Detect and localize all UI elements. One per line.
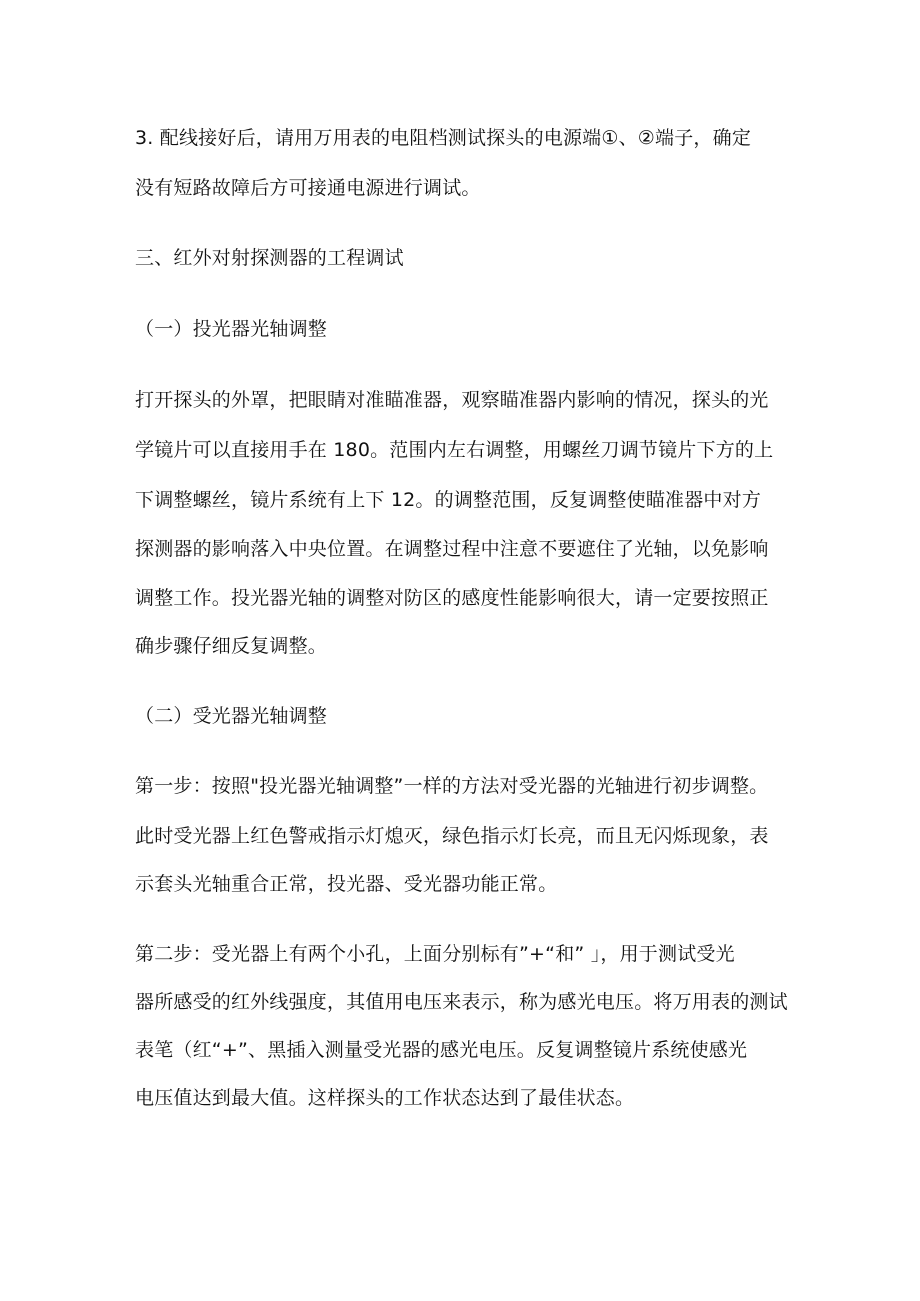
paragraph-3-line-2: 此时受光器上红色警戒指示灯熄灭，绿色指示灯长亮，而且无闪烁现象，表 (135, 825, 769, 847)
paragraph-4-line-1: 第二步：受光器上有两个小孔，上面分别标有”+“和” 」，用于测试受光 (135, 943, 735, 965)
paragraph-2-line-5: 调整工作。投光器光轴的调整对防区的感度性能影响很大，请一定要按照正 (135, 587, 769, 609)
paragraph-2-line-3: 下调整螺丝，镜片系统有上下 12。的调整范围，反复调整使瞄准器中对方 (135, 489, 762, 511)
paragraph-4-line-3: 表笔（红“+”、黑插入测量受光器的感光电压。反复调整镜片系统使感光 (135, 1039, 748, 1061)
paragraph-2-line-6: 确步骤仔细反复调整。 (135, 635, 328, 657)
paragraph-3-line-3: 示套头光轴重合正常，投光器、受光器功能正常。 (135, 873, 558, 895)
subheading-emitter-axis: （一）投光器光轴调整 (135, 318, 328, 340)
paragraph-1-line-1: 3. 配线接好后，请用万用表的电阻档测试探头的电源端①、②端子，确定 (135, 127, 752, 149)
paragraph-3-line-1: 第一步：按照"投光器光轴调整”一样的方法对受光器的光轴进行初步调整。 (135, 775, 769, 797)
subheading-receiver-axis: （二）受光器光轴调整 (135, 705, 328, 727)
section-heading-3: 三、红外对射探测器的工程调试 (135, 247, 404, 269)
paragraph-4-line-2: 器所感受的红外线强度，其值用电压来表示，称为感光电压。将万用表的测试 (135, 991, 788, 1013)
paragraph-2-line-2: 学镜片可以直接用手在 180。范围内左右调整，用螺丝刀调节镜片下方的上 (135, 439, 774, 461)
paragraph-2-line-4: 探测器的影响落入中央位置。在调整过程中注意不要遮住了光轴，以免影响 (135, 538, 769, 560)
paragraph-4-line-4: 电压值达到最大值。这样探头的工作状态达到了最佳状态。 (135, 1087, 635, 1109)
paragraph-1-line-2: 没有短路故障后方可接通电源进行调试。 (135, 177, 481, 199)
paragraph-2-line-1: 打开探头的外罩，把眼睛对准瞄准器，观察瞄准器内影响的情况，探头的光 (135, 389, 769, 411)
